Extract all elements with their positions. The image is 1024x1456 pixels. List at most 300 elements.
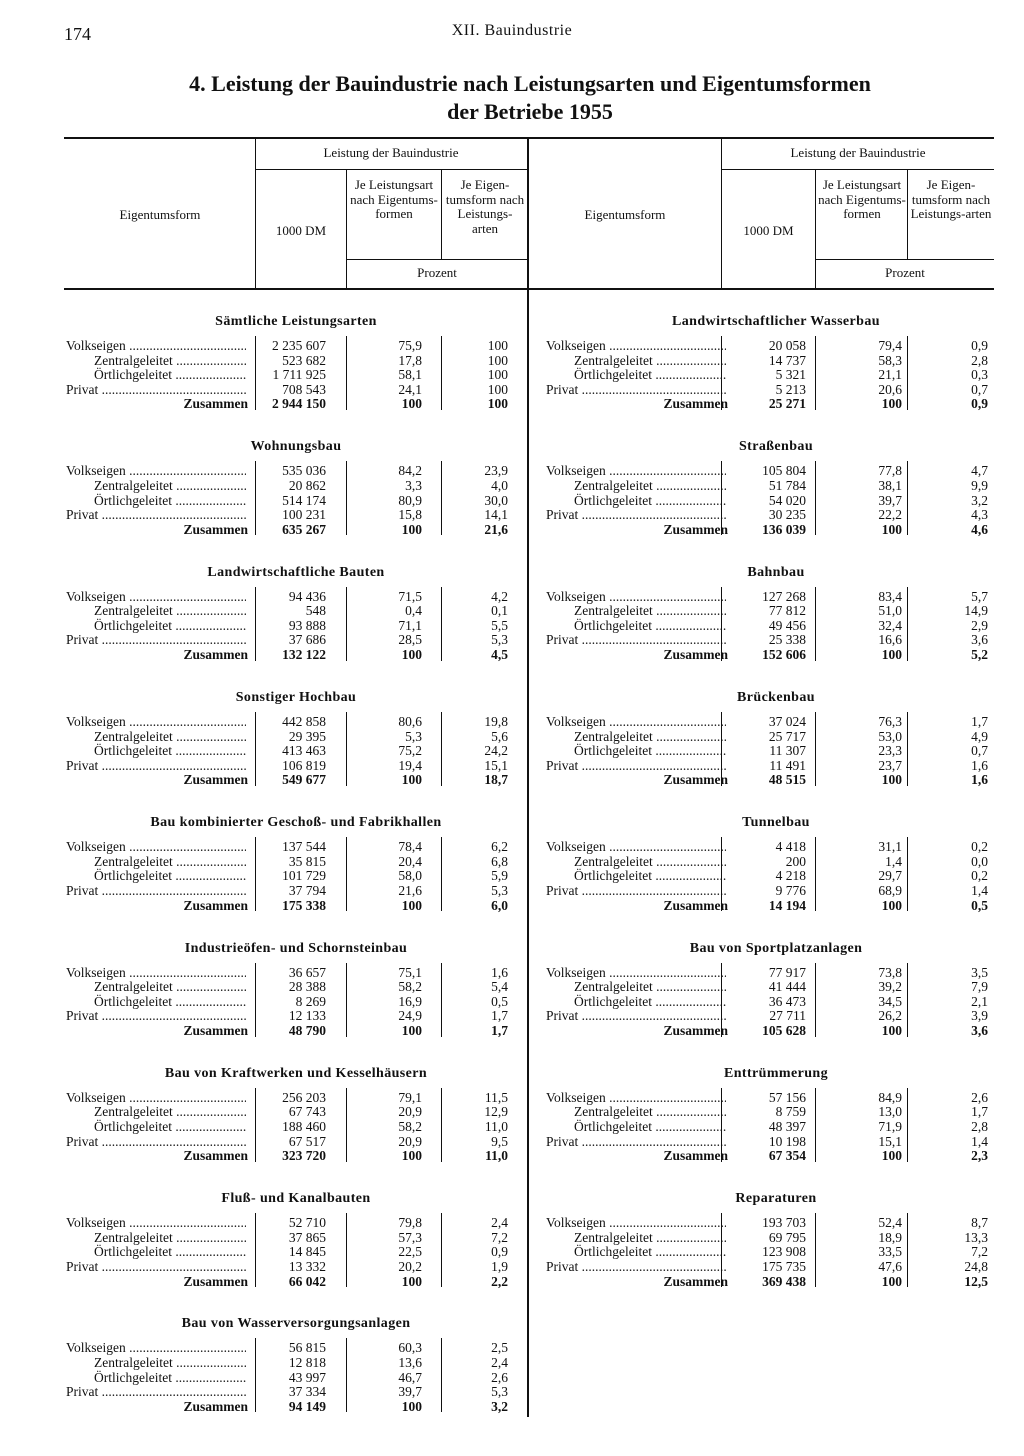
table-row [546, 367, 1006, 382]
table-row [66, 1259, 526, 1274]
row-label: Privat ..... [546, 382, 726, 397]
pct-by-type: 2,9 [971, 617, 988, 633]
pct-by-form: 31,1 [878, 839, 902, 855]
value-1000dm: 10 198 [768, 1133, 806, 1149]
row-label: Zentralgeleitet ..... [574, 854, 726, 869]
value-1000dm: 77 917 [768, 964, 806, 980]
value-1000dm: 105 804 [762, 463, 806, 479]
row-label: Privat ..... [546, 1008, 726, 1023]
row-label: Volkseigen ..... [66, 463, 246, 478]
pct-by-form: 100 [881, 521, 902, 537]
row-label: Privat ..... [66, 507, 246, 522]
pct-by-form: 100 [401, 1398, 422, 1414]
table-row [546, 854, 1006, 869]
value-1000dm: 105 628 [762, 1022, 806, 1038]
pct-by-form: 52,4 [878, 1215, 902, 1231]
section-title-landwirtschaftliche-bauten: Landwirtschaftliche Bauten [207, 564, 385, 580]
table-row [546, 714, 1006, 729]
pct-by-type: 0,9 [971, 396, 988, 412]
value-1000dm: 66 042 [288, 1273, 326, 1289]
pct-by-type: 5,7 [971, 588, 988, 604]
value-1000dm: 37 686 [288, 632, 326, 648]
section-title-enttruemmerung: Enttrümmerung [724, 1065, 828, 1081]
pct-by-type: 100 [487, 381, 508, 397]
pct-by-type: 5,3 [491, 1384, 508, 1400]
pct-by-form: 16,9 [398, 993, 422, 1009]
pct-by-form: 21,6 [398, 883, 422, 898]
value-1000dm: 8 759 [775, 1104, 806, 1120]
pct-by-form: 80,9 [398, 492, 422, 508]
row-label: Zentralgeleitet ..... [94, 1355, 246, 1370]
pct-by-type: 6,0 [491, 897, 508, 913]
pct-by-form: 100 [881, 647, 902, 662]
table-row [66, 589, 526, 604]
pct-by-form: 68,9 [878, 883, 902, 898]
row-label: Örtlichgeleitet ..... [94, 1119, 246, 1134]
value-1000dm: 25 271 [768, 396, 806, 412]
row-label: Volkseigen ..... [546, 1090, 726, 1105]
row-label: Örtlichgeleitet ..... [574, 743, 726, 758]
row-label: Örtlichgeleitet ..... [94, 868, 246, 883]
pct-by-type: 0,9 [491, 1244, 508, 1260]
section-title-fluss-und-kanalbauten: Fluß- und Kanalbauten [221, 1191, 371, 1207]
pct-by-form: 20,9 [398, 1133, 422, 1149]
table-row [66, 883, 526, 898]
row-label: Örtlichgeleitet ..... [94, 1370, 246, 1385]
center-divider [527, 137, 529, 1417]
value-1000dm: 57 156 [768, 1089, 806, 1105]
row-label: Zusammen [183, 1022, 248, 1038]
row-label: Privat ..... [546, 758, 726, 773]
value-1000dm: 48 397 [768, 1119, 806, 1134]
table-row [546, 729, 1006, 744]
pct-by-type: 4,6 [971, 521, 988, 537]
value-1000dm: 11 491 [769, 757, 806, 773]
table-row [66, 965, 526, 980]
table-row [546, 507, 1006, 522]
pct-by-type: 7,9 [971, 979, 988, 995]
row-label: Privat ..... [66, 1134, 246, 1149]
table-row [546, 618, 1006, 633]
value-1000dm: 12 133 [288, 1008, 326, 1024]
table-row [66, 839, 526, 854]
table-row [66, 758, 526, 773]
row-label: Privat ..... [546, 883, 726, 898]
row-label: Zusammen [663, 1273, 728, 1289]
table-row [66, 743, 526, 758]
table-title-line-2: der Betriebe 1955 [447, 99, 613, 124]
pct-by-type: 1,6 [971, 757, 988, 773]
value-1000dm: 37 334 [288, 1384, 326, 1400]
total-row [66, 1148, 526, 1163]
pct-by-form: 100 [401, 647, 422, 662]
table-row [546, 979, 1006, 994]
value-1000dm: 29 395 [288, 728, 326, 744]
value-1000dm: 94 149 [288, 1398, 326, 1414]
row-label: Örtlichgeleitet ..... [94, 743, 246, 758]
pct-by-type: 4,7 [971, 463, 988, 479]
table-row [546, 1259, 1006, 1274]
pct-by-form: 57,3 [398, 1229, 422, 1245]
row-label: Zentralgeleitet ..... [94, 729, 246, 744]
section-title-brueckenbau: Brückenbau [737, 689, 815, 705]
row-label: Zentralgeleitet ..... [574, 979, 726, 994]
value-1000dm: 8 269 [295, 993, 326, 1009]
value-1000dm: 100 231 [282, 507, 326, 523]
value-1000dm: 20 058 [768, 338, 806, 353]
pct-by-type: 11,5 [484, 1089, 508, 1105]
total-row [546, 1274, 1006, 1289]
value-1000dm: 77 812 [768, 603, 806, 619]
pct-by-type: 14,1 [484, 507, 508, 523]
pct-by-form: 100 [881, 1022, 902, 1038]
pct-by-form: 58,2 [398, 979, 422, 995]
pct-by-form: 47,6 [878, 1258, 902, 1274]
table-row [66, 1355, 526, 1370]
section-title-bau-von-wasserversorgungsanlagen: Bau von Wasserversorgungsanlagen [181, 1316, 411, 1332]
pct-by-type: 1,6 [971, 772, 988, 788]
value-1000dm: 137 544 [282, 839, 326, 855]
row-label: Zusammen [663, 521, 728, 537]
section-title-bau-von-sportplatzanlagen: Bau von Sportplatzanlagen [689, 940, 863, 956]
pct-by-form: 26,2 [878, 1008, 902, 1024]
pct-by-form: 39,2 [878, 979, 902, 995]
value-1000dm: 11 307 [769, 743, 806, 759]
table-row [546, 478, 1006, 493]
row-label: Örtlichgeleitet ..... [574, 493, 726, 508]
pct-by-form: 83,4 [878, 588, 902, 604]
pct-by-type: 4,2 [491, 588, 508, 604]
table-row [66, 979, 526, 994]
pct-by-type: 11,0 [484, 1119, 508, 1134]
header-eigentumsform-left: Eigentumsform [119, 207, 201, 222]
table-row [546, 1104, 1006, 1119]
table-row [66, 868, 526, 883]
value-1000dm: 127 268 [762, 588, 806, 604]
pct-by-form: 15,1 [878, 1133, 902, 1149]
pct-by-type: 5,4 [491, 979, 508, 995]
section-title-landwirtschaftlicher-wasserbau: Landwirtschaftlicher Wasserbau [672, 314, 880, 329]
section-title-saemtliche-leistungsarten: Sämtliche Leistungsarten [215, 314, 377, 329]
pct-by-type: 6,2 [491, 839, 508, 855]
row-label: Zentralgeleitet ..... [574, 603, 726, 618]
row-label: Volkseigen ..... [66, 965, 246, 980]
pct-by-form: 80,6 [398, 713, 422, 729]
value-1000dm: 1 711 925 [272, 367, 326, 383]
table-row [66, 367, 526, 382]
value-1000dm: 37 024 [768, 713, 806, 729]
pct-by-type: 2,8 [971, 1119, 988, 1134]
row-label: Zusammen [183, 396, 248, 412]
pct-by-form: 100 [881, 772, 902, 788]
row-label: Örtlichgeleitet ..... [94, 618, 246, 633]
pct-by-type: 2,3 [971, 1148, 988, 1164]
pct-by-form: 3,3 [405, 477, 422, 493]
total-row [546, 898, 1006, 913]
pct-by-form: 71,5 [398, 588, 422, 604]
table-row [66, 1104, 526, 1119]
row-label: Privat ..... [66, 1008, 246, 1023]
row-label: Zusammen [183, 647, 248, 662]
value-1000dm: 106 819 [282, 757, 326, 773]
pct-by-type: 3,5 [971, 964, 988, 980]
value-1000dm: 549 677 [282, 772, 326, 788]
pct-by-type: 7,2 [971, 1244, 988, 1260]
right-table-body [546, 0, 1006, 1456]
value-1000dm: 523 682 [282, 352, 326, 368]
total-row [66, 1399, 526, 1414]
value-1000dm: 9 776 [775, 883, 806, 898]
pct-by-type: 19,8 [484, 713, 508, 729]
total-row [546, 772, 1006, 787]
table-row [66, 478, 526, 493]
pct-by-form: 100 [401, 772, 422, 788]
table-row [546, 883, 1006, 898]
pct-by-type: 5,5 [491, 617, 508, 633]
pct-by-form: 100 [401, 897, 422, 913]
total-row [546, 1148, 1006, 1163]
pct-by-form: 51,0 [878, 603, 902, 619]
value-1000dm: 25 717 [768, 728, 806, 744]
pct-by-form: 73,8 [878, 964, 902, 980]
table-row [66, 994, 526, 1009]
pct-by-form: 23,3 [878, 743, 902, 759]
value-1000dm: 635 267 [282, 521, 326, 537]
value-1000dm: 2 944 150 [272, 396, 326, 412]
row-label: Privat ..... [546, 507, 726, 522]
pct-by-form: 18,9 [878, 1229, 902, 1245]
row-label: Zentralgeleitet ..... [574, 1230, 726, 1245]
pct-by-form: 100 [401, 521, 422, 537]
value-1000dm: 369 438 [762, 1273, 806, 1289]
row-label: Örtlichgeleitet ..... [94, 493, 246, 508]
table-title-line-1: 4. Leistung der Bauindustrie nach Leistungsarten und Eigentumsformen [189, 71, 871, 96]
row-label: Volkseigen ..... [546, 1215, 726, 1230]
total-row [66, 1023, 526, 1038]
row-label: Volkseigen ..... [546, 714, 726, 729]
row-label: Volkseigen ..... [66, 839, 246, 854]
value-1000dm: 123 908 [762, 1244, 806, 1260]
table-row [66, 729, 526, 744]
pct-by-form: 100 [401, 1022, 422, 1038]
value-1000dm: 14 194 [768, 897, 806, 913]
pct-by-type: 2,8 [971, 352, 988, 368]
table-row [546, 1008, 1006, 1023]
table-row [66, 1370, 526, 1385]
section-title-bau-kombinierter-geschoss-und-fabrikhallen: Bau kombinierter Geschoß- und Fabrikhallen [150, 815, 442, 831]
row-label: Zentralgeleitet ..... [574, 1104, 726, 1119]
left-table-body [66, 0, 526, 1456]
pct-by-type: 1,7 [491, 1022, 508, 1038]
value-1000dm: 28 388 [288, 979, 326, 995]
row-label: Zentralgeleitet ..... [94, 353, 246, 368]
value-1000dm: 200 [785, 853, 806, 869]
pct-by-form: 100 [881, 897, 902, 913]
row-label: Zentralgeleitet ..... [574, 478, 726, 493]
value-1000dm: 69 795 [768, 1229, 806, 1245]
total-row [66, 1274, 526, 1289]
value-1000dm: 5 321 [775, 367, 806, 383]
header-unit-left: 1000 DM [275, 223, 327, 238]
row-label: Örtlichgeleitet ..... [574, 367, 726, 382]
header-prozent-right: Prozent [885, 265, 925, 280]
pct-by-type: 100 [487, 338, 508, 353]
value-1000dm: 37 865 [288, 1229, 326, 1245]
table-row [66, 1008, 526, 1023]
total-row [66, 898, 526, 913]
header-je-art-right: Je Leistungsart nach Eigentums-formen [818, 177, 906, 221]
pct-by-type: 0,5 [971, 897, 988, 913]
table-row [66, 1119, 526, 1134]
pct-by-type: 0,2 [971, 839, 988, 855]
table-row [66, 1384, 526, 1399]
row-label: Volkseigen ..... [66, 338, 246, 353]
section-title-industrieoefen-und-schornsteinbau: Industrieöfen- und Schornsteinbau [184, 940, 408, 956]
row-label: Zusammen [663, 396, 728, 412]
row-label: Örtlichgeleitet ..... [94, 367, 246, 382]
table-row [66, 493, 526, 508]
pct-by-type: 6,8 [491, 853, 508, 869]
value-1000dm: 5 213 [775, 381, 806, 397]
pct-by-form: 16,6 [878, 632, 902, 648]
table-row [66, 1090, 526, 1105]
value-1000dm: 37 794 [288, 883, 326, 898]
row-label: Zentralgeleitet ..... [94, 478, 246, 493]
pct-by-form: 79,8 [398, 1215, 422, 1231]
row-label: Privat ..... [546, 632, 726, 647]
total-row [546, 647, 1006, 662]
table-row [66, 603, 526, 618]
pct-by-type: 2,6 [491, 1369, 508, 1385]
value-1000dm: 188 460 [282, 1119, 326, 1134]
value-1000dm: 20 862 [288, 477, 326, 493]
row-label: Volkseigen ..... [546, 338, 726, 353]
pct-by-type: 4,9 [971, 728, 988, 744]
value-1000dm: 175 735 [762, 1258, 806, 1274]
pct-by-type: 2,5 [491, 1340, 508, 1356]
table-row [66, 714, 526, 729]
pct-by-type: 1,7 [491, 1008, 508, 1024]
value-1000dm: 101 729 [282, 868, 326, 884]
section-title-wohnungsbau: Wohnungsbau [250, 439, 342, 455]
row-label: Zusammen [183, 1148, 248, 1164]
value-1000dm: 2 235 607 [272, 338, 326, 353]
value-1000dm: 67 743 [288, 1104, 326, 1120]
table-row [66, 632, 526, 647]
row-label: Zusammen [663, 1148, 728, 1164]
pct-by-form: 100 [401, 1148, 422, 1164]
row-label: Örtlichgeleitet ..... [574, 1119, 726, 1134]
pct-by-form: 39,7 [398, 1384, 422, 1400]
pct-by-type: 0,9 [971, 338, 988, 353]
pct-by-form: 100 [881, 1273, 902, 1289]
table-row [66, 338, 526, 353]
value-1000dm: 41 444 [768, 979, 806, 995]
value-1000dm: 93 888 [288, 617, 326, 633]
value-1000dm: 54 020 [768, 492, 806, 508]
header-unit-right: 1000 DM [743, 223, 794, 238]
pct-by-type: 4,3 [971, 507, 988, 523]
header-leistung-left: Leistung der Bauindustrie [323, 145, 459, 160]
pct-by-form: 20,6 [878, 381, 902, 397]
total-row [66, 522, 526, 537]
pct-by-form: 20,4 [398, 853, 422, 869]
page-number: 174 [64, 24, 91, 44]
row-label: Volkseigen ..... [66, 589, 246, 604]
pct-by-type: 5,6 [491, 728, 508, 744]
table-row [546, 1244, 1006, 1259]
pct-by-type: 15,1 [484, 757, 508, 773]
table-row [546, 632, 1006, 647]
value-1000dm: 35 815 [288, 853, 326, 869]
row-label: Zentralgeleitet ..... [94, 1230, 246, 1245]
row-label: Örtlichgeleitet ..... [574, 618, 726, 633]
pct-by-type: 24,2 [484, 743, 508, 759]
table-row [546, 965, 1006, 980]
row-label: Zusammen [183, 1273, 248, 1289]
pct-by-form: 32,4 [878, 617, 902, 633]
value-1000dm: 49 456 [768, 617, 806, 633]
value-1000dm: 535 036 [282, 463, 326, 479]
table-row [66, 382, 526, 397]
value-1000dm: 708 543 [282, 381, 326, 397]
value-1000dm: 67 517 [288, 1133, 326, 1149]
pct-by-type: 1,6 [491, 964, 508, 980]
row-label: Örtlichgeleitet ..... [574, 994, 726, 1009]
pct-by-type: 0,0 [971, 853, 988, 869]
pct-by-type: 5,2 [971, 647, 988, 662]
value-1000dm: 256 203 [282, 1089, 326, 1105]
pct-by-form: 100 [881, 1148, 902, 1164]
value-1000dm: 56 815 [288, 1340, 326, 1356]
row-label: Zentralgeleitet ..... [94, 854, 246, 869]
pct-by-type: 1,4 [971, 1133, 988, 1149]
pct-by-form: 28,5 [398, 632, 422, 648]
pct-by-type: 21,6 [484, 521, 508, 537]
pct-by-form: 39,7 [878, 492, 902, 508]
table-row [546, 493, 1006, 508]
pct-by-type: 2,4 [491, 1215, 508, 1231]
value-1000dm: 43 997 [288, 1369, 326, 1385]
row-label: Zusammen [183, 521, 248, 537]
table-row [66, 1215, 526, 1230]
pct-by-form: 77,8 [878, 463, 902, 479]
pct-by-form: 79,4 [878, 338, 902, 353]
pct-by-form: 0,4 [405, 603, 422, 619]
row-label: Volkseigen ..... [546, 839, 726, 854]
pct-by-form: 15,8 [398, 507, 422, 523]
row-label: Volkseigen ..... [66, 714, 246, 729]
value-1000dm: 14 737 [768, 352, 806, 368]
pct-by-type: 4,0 [491, 477, 508, 493]
row-label: Zusammen [663, 647, 728, 662]
row-label: Privat ..... [66, 1259, 246, 1274]
pct-by-form: 13,6 [398, 1355, 422, 1370]
pct-by-form: 58,3 [878, 352, 902, 368]
row-label: Volkseigen ..... [66, 1340, 246, 1355]
pct-by-type: 1,7 [971, 713, 988, 729]
value-1000dm: 132 122 [282, 647, 326, 662]
pct-by-type: 100 [487, 367, 508, 383]
header-je-form-left: Je Eigen-tumsform nach Leistungs-arten [445, 177, 525, 236]
table-row [546, 1090, 1006, 1105]
section-title-tunnelbau: Tunnelbau [742, 815, 810, 831]
value-1000dm: 12 818 [288, 1355, 326, 1370]
pct-by-type: 12,5 [964, 1273, 988, 1289]
total-row [546, 396, 1006, 411]
row-label: Volkseigen ..... [546, 965, 726, 980]
value-1000dm: 48 790 [288, 1022, 326, 1038]
